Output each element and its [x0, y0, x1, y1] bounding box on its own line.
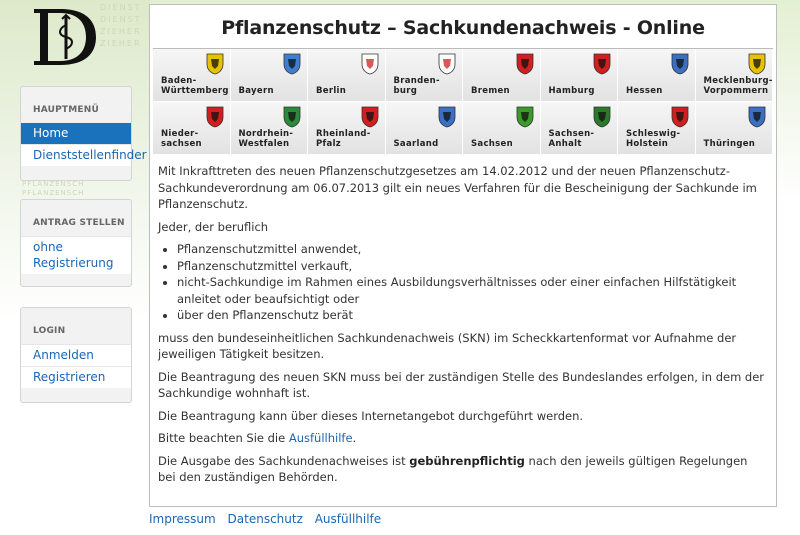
baden-wuerttemberg-crest-icon	[206, 53, 224, 75]
sidebar-heading: LOGIN	[33, 326, 66, 336]
state-tile[interactable]	[386, 102, 464, 155]
rheinland-pfalz-crest-icon	[361, 106, 379, 128]
logo-side-text: DIENST DIENST ZIEHER ZIEHER	[100, 3, 142, 48]
text-span: nach den jeweils gültigen Regelungen bei den zuständigen Behörden.	[158, 453, 748, 484]
page-title: Pflanzenschutz – Sachkundenachweis - Online	[221, 17, 705, 39]
state-label: Hessen	[626, 86, 663, 96]
state-label: Berlin	[316, 86, 347, 96]
main-content	[150, 155, 776, 486]
state-tile[interactable]	[696, 102, 774, 155]
hessen-crest-icon	[671, 53, 689, 75]
state-tile[interactable]	[153, 49, 231, 102]
main-panel	[149, 4, 777, 507]
text-paragraph	[158, 430, 768, 447]
sidebar-heading: HAUPTMENÜ	[33, 105, 100, 115]
footer-link-impressum[interactable]: Impressum	[149, 512, 216, 526]
state-label: Sachsen	[471, 139, 513, 149]
logo-icon[interactable]	[30, 5, 100, 69]
hamburg-crest-icon	[593, 53, 611, 75]
bayern-crest-icon	[283, 53, 301, 75]
sidebar-section-main-menu	[20, 86, 147, 181]
state-grid	[153, 48, 773, 155]
sidebar-watermark: PFLANZENSCH PFLANZENSCH	[22, 180, 85, 197]
state-label: Bayern	[238, 86, 274, 96]
saarland-crest-icon	[438, 106, 456, 128]
state-label: Branden- burg	[393, 76, 440, 96]
sidebar-section-login	[20, 307, 132, 403]
brandenburg-crest-icon	[438, 53, 456, 75]
state-tile[interactable]	[231, 49, 309, 102]
bremen-crest-icon	[516, 53, 534, 75]
text-span: Die Ausgabe des Sachkundenachweises ist	[158, 453, 410, 468]
state-label: Nieder- sachsen	[161, 129, 202, 149]
state-tile[interactable]	[308, 49, 386, 102]
text-paragraph: muss den bundeseinheitlichen Sachkundenachweis (SKN) im Scheckkartenformat vor Aufnahme der jeweiligen Tätigkeit besitzen.	[158, 330, 737, 361]
sachsen-crest-icon	[516, 106, 534, 128]
intro-paragraph: Mit Inkrafttreten des neuen Pflanzenschutzgesetzes am 14.02.2012 und der neuen Pflanzenschutz-Sachkundeverordnung am 06.07.2013 gilt ein neues Verfahren für die Bescheinigung der Sachkunde im Pflanzenschutz.	[158, 164, 757, 211]
sidebar-item-anmelden[interactable]: Anmelden	[21, 344, 131, 366]
state-label: Nordrhein- Westfalen	[238, 129, 294, 149]
state-label: Sachsen- Anhalt	[548, 129, 595, 149]
state-tile[interactable]	[308, 102, 386, 155]
state-label: Baden- Württemberg	[161, 76, 229, 96]
state-tile[interactable]	[463, 49, 541, 102]
sidebar-heading: ANTRAG STELLEN	[33, 218, 125, 228]
list-item: • Pflanzenschutzmittel verkauft,	[177, 258, 768, 275]
text-paragraph: Die Beantragung des neuen SKN muss bei der zuständigen Stelle des Bundeslandes erfolgen, in dem der Sachkundige wohnhaft ist.	[158, 369, 765, 400]
list-item: • Pflanzenschutzmittel anwendet,	[177, 241, 768, 258]
sidebar-item-registrieren[interactable]: Registrieren	[21, 366, 131, 388]
state-label: Saarland	[393, 139, 439, 149]
sidebar-item-home[interactable]: Home	[21, 123, 131, 144]
state-label: Mecklenburg- Vorpommern	[703, 76, 773, 96]
berlin-crest-icon	[361, 53, 379, 75]
state-label: Thüringen	[703, 139, 756, 149]
sidebar-item-dienststellenfinder[interactable]: Dienststellenfinder	[21, 144, 131, 166]
thueringen-crest-icon	[748, 106, 766, 128]
schleswig-holstein-crest-icon	[671, 106, 689, 128]
state-tile[interactable]	[541, 49, 619, 102]
state-tile[interactable]	[153, 102, 231, 155]
activity-list	[177, 241, 768, 324]
text-paragraph: Die Beantragung kann über dieses Internetangebot durchgeführt werden.	[158, 408, 584, 423]
sachsen-anhalt-crest-icon	[593, 106, 611, 128]
nordrhein-westfalen-crest-icon	[283, 106, 301, 128]
bold-text: gebührenpflichtig	[409, 453, 525, 468]
text-span: Bitte beachten Sie die	[158, 431, 289, 445]
state-tile[interactable]	[231, 102, 309, 155]
list-item: • über den Pflanzenschutz berät	[177, 307, 768, 324]
state-tile[interactable]	[386, 49, 464, 102]
state-tile[interactable]	[618, 102, 696, 155]
state-label: Hamburg	[548, 86, 595, 96]
text-span: .	[352, 431, 357, 445]
ausfuellhilfe-link[interactable]: Ausfüllhilfe	[288, 431, 353, 445]
state-tile[interactable]	[618, 49, 696, 102]
state-tile[interactable]	[541, 102, 619, 155]
niedersachsen-crest-icon	[206, 106, 224, 128]
state-label: Schleswig- Holstein	[626, 129, 681, 149]
footer	[149, 512, 389, 526]
footer-link-ausfuellhilfe[interactable]: Ausfüllhilfe	[314, 512, 382, 526]
state-tile[interactable]	[463, 102, 541, 155]
state-tile[interactable]	[696, 49, 774, 102]
text-paragraph: Jeder, der beruflich	[158, 219, 269, 234]
state-label: Rheinland- Pfalz	[316, 129, 371, 149]
state-label: Bremen	[471, 86, 510, 96]
sidebar-item-ohne-registrierung[interactable]: ohne Registrierung	[21, 236, 131, 274]
mecklenburg-vorpommern-crest-icon	[748, 53, 766, 75]
sidebar-section-antrag	[20, 199, 132, 287]
list-item: • nicht-Sachkundige im Rahmen eines Ausbildungsverhältnisses oder einer einfachen Hilfstätigkeit anleitet oder beaufsichtigt oder	[177, 274, 768, 307]
text-paragraph	[158, 453, 768, 486]
footer-link-datenschutz[interactable]: Datenschutz	[227, 512, 303, 526]
